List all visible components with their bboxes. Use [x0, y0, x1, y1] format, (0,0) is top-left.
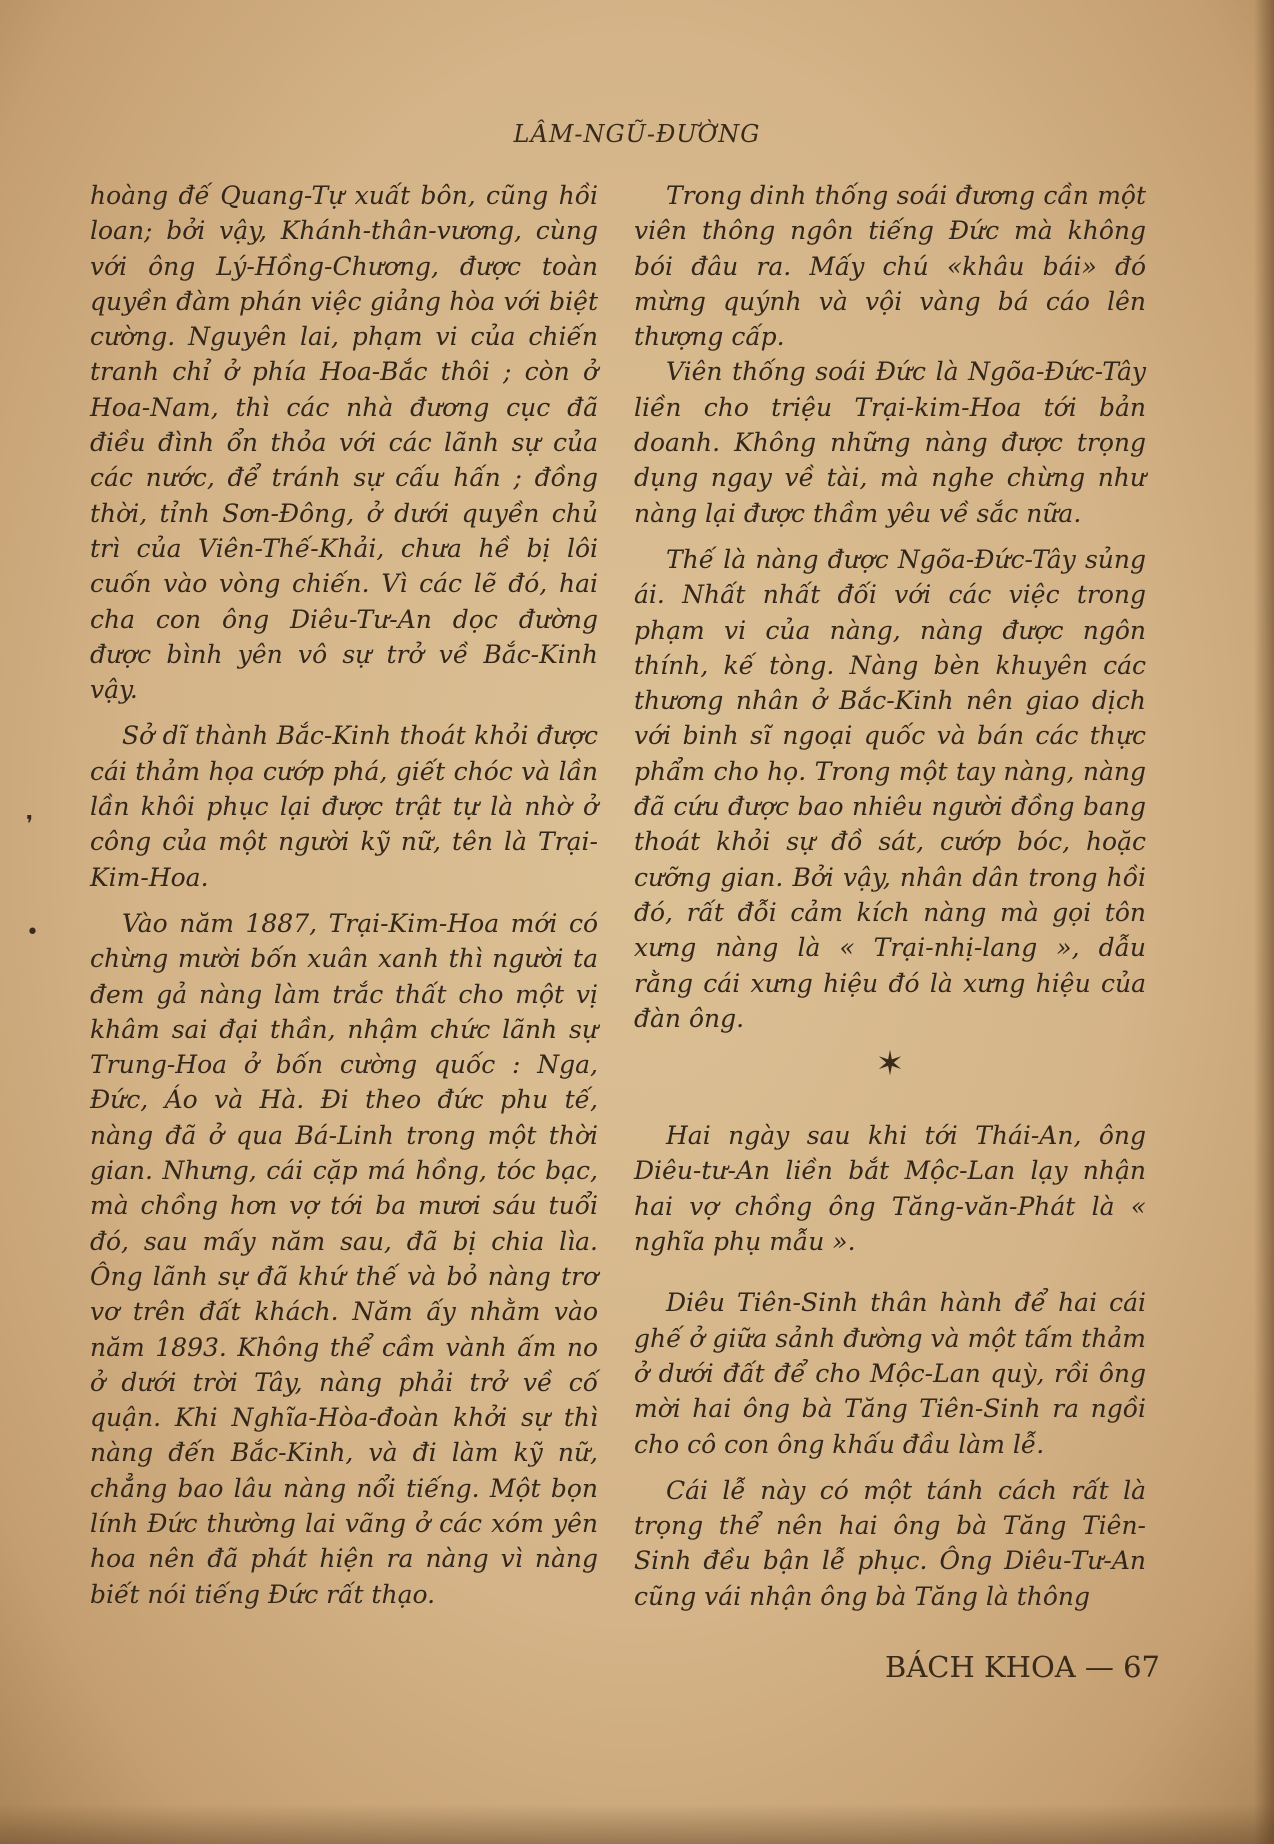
margin-mark: ❜ — [26, 812, 34, 837]
paragraph: Diêu Tiên-Sinh thân hành để hai cái ghế ở giữa sảnh đường và một tấm thảm ở dưới đất để cho Mộc-Lan quỳ, rồi ông mời hai ông bà Tăng Tiên-Sinh ra ngồi cho cô con ông khấu đầu làm lễ. — [634, 1288, 1146, 1459]
paragraph: Vào năm 1887, Trại-Kim-Hoa mới có chừng mười bốn xuân xanh thì người ta đem gả nàng làm trắc thất cho một vị khâm sai đại thần, nhậm chức lãnh sự Trung-Hoa ở bốn cường quốc : Nga, Đức, Áo và Hà. Đi theo đức phu tế, nàng đã ở qua Bá-Linh trong một thời gian. Nhưng, cái cặp má hồng, tóc bạc, mà chồng hơn vợ tới ba mươi sáu tuổi đó, sau mấy năm sau, đã bị chia lìa. Ông lãnh sự đã khứ thế và bỏ nàng trơ vơ trên đất khách. Năm ấy nhằm vào năm 1893. Không thể cầm vành ấm no ở dưới trời Tây, nàng phải trở về cố quận. Khi Nghĩa-Hòa-đoàn khởi sự thì nàng đến Bắc-Kinh, và đi làm kỹ nữ, chẳng bao lâu nàng nổi tiếng. Một bọn lính Đức thường lai vãng ở các xóm yên hoa nên đã phát hiện ra nàng vì nàng biết nói tiếng Đức rất thạo. — [90, 908, 598, 1609]
section-separator: ✶ — [875, 1044, 905, 1085]
left-column — [90, 178, 598, 1612]
paragraph: Thế là nàng được Ngõa-Đức-Tây sủng ái. Nhất nhất đối với các việc trong phạm vi của nàng, nàng được ngôn thính, kế tòng. Nàng bèn khuyên các thương nhân ở Bắc-Kinh nên giao dịch với binh sĩ ngoại quốc và bán các thực phẩm cho họ. Trong một tay nàng, nàng đã cứu được bao nhiêu người đồng bang thoát khỏi sự đồ sát, cướp bóc, hoặc cưỡng gian. Bởi vậy, nhân dân trong hồi đó, rất đỗi cảm kích nàng mà gọi tôn xưng nàng là « Trại-nhị-lang », dẫu rằng cái xưng hiệu đó là xưng hiệu của đàn ông. — [634, 544, 1146, 1033]
paragraph: Viên thống soái Đức là Ngõa-Đức-Tây liền cho triệu Trại-kim-Hoa tới bản doanh. Không những nàng được trọng dụng ngay về tài, mà nghe chừng như nàng lại được thầm yêu về sắc nữa. — [634, 357, 1146, 528]
paragraph: Sở dĩ thành Bắc-Kinh thoát khỏi được cái thảm họa cướp phá, giết chóc và lần lần khôi phục lại được trật tự là nhờ ở công của một người kỹ nữ, tên là Trại-Kim-Hoa. — [90, 721, 598, 892]
margin-mark: • — [26, 920, 39, 945]
page-footer: BÁCH KHOA — 67 — [885, 1650, 1160, 1684]
paragraph: hoàng đế Quang-Tự xuất bôn, cũng hồi loan; bởi vậy, Khánh-thân-vương, cùng với ông Lý-Hồng-Chương, được toàn quyền đàm phán việc giảng hòa với biệt cường. Nguyên lai, phạm vi của chiến tranh chỉ ở phía Hoa-Bắc thôi ; còn ở Hoa-Nam, thì các nhà đương cục đã điều đình ổn thỏa với các lãnh sự của các nước, để tránh sự cấu hấn ; đồng thời, tỉnh Sơn-Đông, ở dưới quyền chủ trì của Viên-Thế-Khải, chưa hề bị lôi cuốn vào vòng chiến. Vì các lẽ đó, hai cha con ông Diêu-Tư-An dọc đường được bình yên vô sự trở về Bắc-Kinh vậy. — [90, 181, 598, 705]
paragraph: Cái lễ này có một tánh cách rất là trọng thể nên hai ông bà Tăng Tiên-Sinh đều bận lễ phục. Ông Diêu-Tư-An cũng vái nhận ông bà Tăng là thông — [634, 1475, 1146, 1611]
page-bottom-shadow — [0, 1804, 1274, 1844]
right-column — [634, 178, 1146, 1614]
page-edge-shadow — [1254, 0, 1274, 1844]
paragraph: Hai ngày sau khi tới Thái-An, ông Diêu-tư-An liền bắt Mộc-Lan lạy nhận hai vợ chồng ông Tăng-văn-Phát là « nghĩa phụ mẫu ». — [634, 1121, 1146, 1257]
paragraph: Trong dinh thống soái đương cần một viên thông ngôn tiếng Đức mà không bói đâu ra. Mấy chú «khâu bái» đó mừng quýnh và vội vàng bá cáo lên thượng cấp. — [634, 181, 1146, 352]
page-header: LÂM-NGŨ-ĐƯỜNG — [513, 120, 761, 148]
